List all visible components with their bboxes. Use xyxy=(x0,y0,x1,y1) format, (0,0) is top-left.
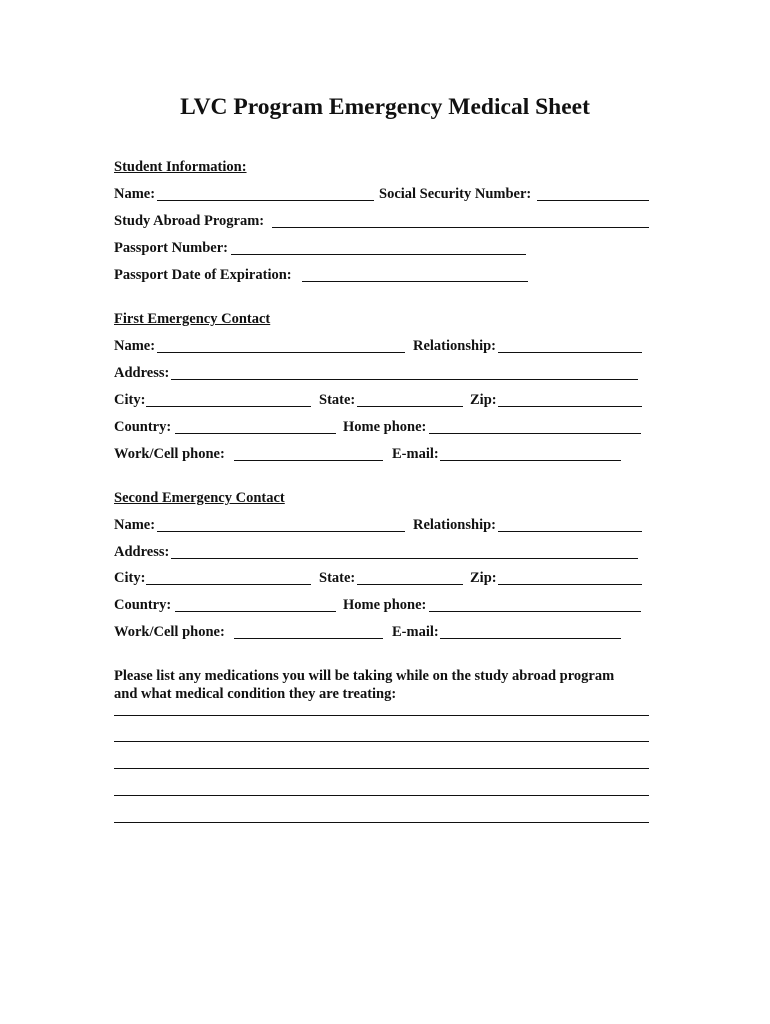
study-abroad-program-label: Study Abroad Program: xyxy=(114,213,265,229)
contact1-country-label: Country: xyxy=(114,419,172,435)
contact2-home-phone-field[interactable] xyxy=(429,598,641,612)
medications-line-5[interactable] xyxy=(114,822,649,823)
contact1-relationship-label: Relationship: xyxy=(413,338,496,354)
contact1-email-label: E-mail: xyxy=(392,446,439,462)
contact1-name-field[interactable] xyxy=(157,339,405,353)
contact1-zip-field[interactable] xyxy=(498,393,642,407)
contact2-work-phone-label: Work/Cell phone: xyxy=(114,624,225,640)
contact1-home-phone-field[interactable] xyxy=(429,420,641,434)
contact1-city-field[interactable] xyxy=(146,393,311,407)
medications-line-4[interactable] xyxy=(114,795,649,796)
medications-prompt-line1: Please list any medications you will be taking while on the study abroad program xyxy=(114,668,615,684)
contact2-address-field[interactable] xyxy=(171,545,638,559)
passport-number-field[interactable] xyxy=(231,241,526,255)
contact2-state-field[interactable] xyxy=(357,571,463,585)
contact1-state-label: State: xyxy=(319,392,356,408)
first-emergency-contact-heading: First Emergency Contact xyxy=(114,311,271,327)
contact2-country-label: Country: xyxy=(114,597,172,613)
contact2-email-field[interactable] xyxy=(440,625,621,639)
contact1-city-label: City: xyxy=(114,392,146,408)
contact1-relationship-field[interactable] xyxy=(498,339,642,353)
contact2-city-field[interactable] xyxy=(146,571,311,585)
passport-expiration-label: Passport Date of Expiration: xyxy=(114,267,292,283)
contact1-name-label: Name: xyxy=(114,338,156,354)
contact2-work-phone-field[interactable] xyxy=(234,625,383,639)
contact1-home-phone-label: Home phone: xyxy=(343,419,427,435)
medications-line-3[interactable] xyxy=(114,768,649,769)
contact1-zip-label: Zip: xyxy=(470,392,497,408)
student-name-label: Name: xyxy=(114,186,156,202)
contact2-relationship-field[interactable] xyxy=(498,518,642,532)
contact1-work-phone-label: Work/Cell phone: xyxy=(114,446,225,462)
ssn-field[interactable] xyxy=(537,187,649,201)
ssn-label: Social Security Number: xyxy=(379,186,532,202)
contact1-state-field[interactable] xyxy=(357,393,463,407)
contact2-city-label: City: xyxy=(114,570,146,586)
contact1-address-field[interactable] xyxy=(171,366,638,380)
contact2-email-label: E-mail: xyxy=(392,624,439,640)
study-abroad-program-field[interactable] xyxy=(272,214,649,228)
contact1-work-phone-field[interactable] xyxy=(234,447,383,461)
medications-line-1[interactable] xyxy=(114,715,649,716)
page-title: LVC Program Emergency Medical Sheet xyxy=(180,94,590,120)
contact1-email-field[interactable] xyxy=(440,447,621,461)
medications-prompt-line2: and what medical condition they are treating: xyxy=(114,686,397,702)
contact1-country-field[interactable] xyxy=(175,420,336,434)
contact2-relationship-label: Relationship: xyxy=(413,517,496,533)
second-emergency-contact-heading: Second Emergency Contact xyxy=(114,490,285,506)
contact2-name-label: Name: xyxy=(114,517,156,533)
contact2-home-phone-label: Home phone: xyxy=(343,597,427,613)
contact2-state-label: State: xyxy=(319,570,356,586)
contact2-country-field[interactable] xyxy=(175,598,336,612)
contact2-name-field[interactable] xyxy=(157,518,405,532)
contact2-zip-field[interactable] xyxy=(498,571,642,585)
passport-expiration-field[interactable] xyxy=(302,268,528,282)
medications-line-2[interactable] xyxy=(114,741,649,742)
student-name-field[interactable] xyxy=(157,187,374,201)
contact1-address-label: Address: xyxy=(114,365,170,381)
contact2-address-label: Address: xyxy=(114,544,170,560)
passport-number-label: Passport Number: xyxy=(114,240,228,256)
contact2-zip-label: Zip: xyxy=(470,570,497,586)
student-information-heading: Student Information: xyxy=(114,159,247,175)
